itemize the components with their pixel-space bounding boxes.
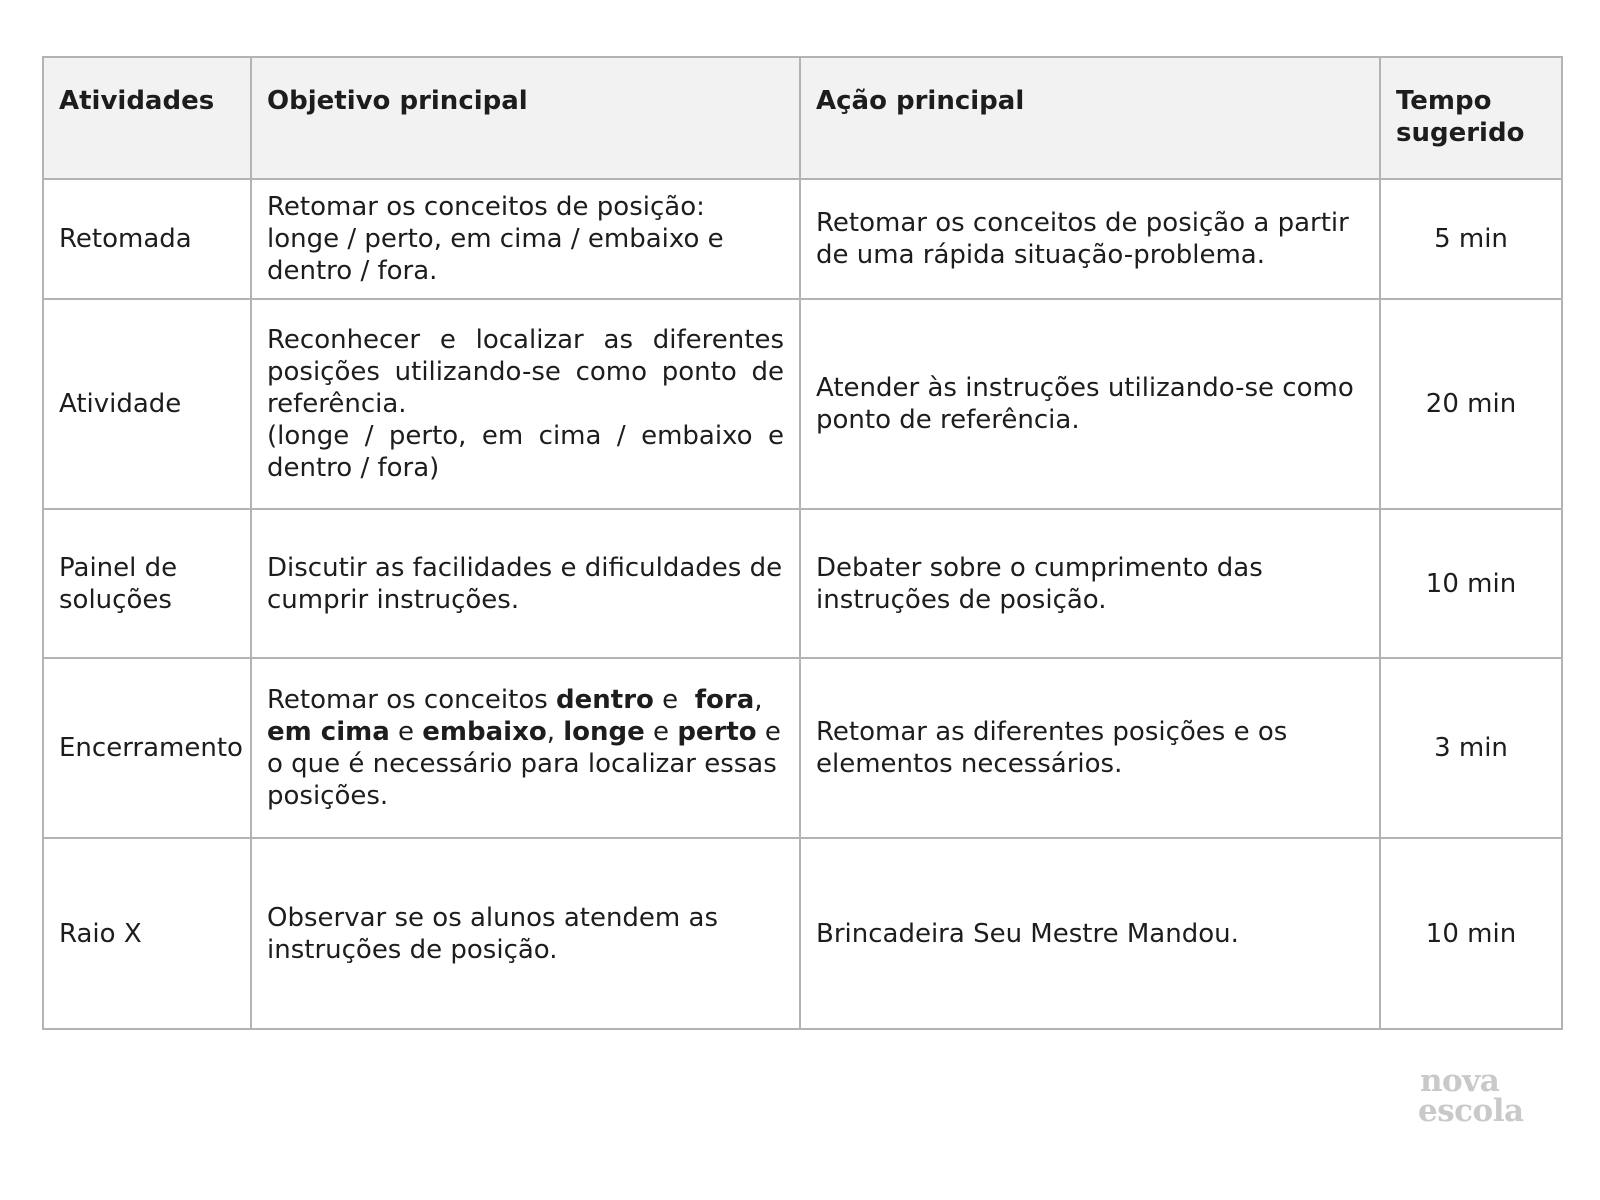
- objective-part: e: [389, 717, 423, 747]
- objective-keyword: dentro: [556, 685, 654, 715]
- objective-part: e: [653, 685, 695, 715]
- header-time-line1: Tempo: [1396, 86, 1492, 116]
- activity-cell: Encerramento: [43, 658, 251, 838]
- header-action: Ação principal: [800, 57, 1380, 179]
- objective-part: Retomar os conceitos: [267, 685, 557, 715]
- time-cell: 10 min: [1380, 838, 1562, 1029]
- objective-part: e: [644, 717, 678, 747]
- lesson-plan-table: [42, 56, 1563, 1030]
- time-cell: 10 min: [1380, 509, 1562, 658]
- header-activities: Atividades: [43, 57, 251, 179]
- objective-part: ,: [754, 685, 763, 715]
- table-row: [43, 179, 1562, 299]
- action-cell: Brincadeira Seu Mestre Mandou.: [800, 838, 1380, 1029]
- logo-line-escola: escola: [1418, 1093, 1524, 1129]
- activity-cell: Painel de soluções: [43, 509, 251, 658]
- objective-keyword: perto: [677, 717, 757, 747]
- objective-cell: [251, 658, 800, 838]
- header-time-line2: sugerido: [1396, 118, 1525, 148]
- activity-cell: Retomada: [43, 179, 251, 299]
- action-cell: Atender às instruções utilizando-se como ponto de referência.: [800, 299, 1380, 509]
- logo-line-nova: nova: [1420, 1063, 1500, 1099]
- activity-cell: Raio X: [43, 838, 251, 1029]
- table-row: [43, 299, 1562, 509]
- action-cell: Retomar as diferentes posições e os elementos necessários.: [800, 658, 1380, 838]
- objective-cell: [251, 299, 800, 509]
- table-row: [43, 509, 1562, 658]
- objective-keyword: embaixo: [422, 717, 547, 747]
- objective-part: ,: [546, 717, 564, 747]
- time-cell: 3 min: [1380, 658, 1562, 838]
- activity-cell: Atividade: [43, 299, 251, 509]
- objective-keyword: fora: [694, 685, 755, 715]
- time-cell: 5 min: [1380, 179, 1562, 299]
- action-cell: Debater sobre o cumprimento das instruções de posição.: [800, 509, 1380, 658]
- objective-note: (longe / perto, em cima / embaixo e dentro / fora): [267, 421, 784, 483]
- table-header-row: [43, 57, 1562, 179]
- header-objective: Objetivo principal: [251, 57, 800, 179]
- table-row: [43, 658, 1562, 838]
- time-cell: 20 min: [1380, 299, 1562, 509]
- nova-escola-logo: [1418, 1063, 1533, 1129]
- objective-cell: Observar se os alunos atendem as instruções de posição.: [251, 838, 800, 1029]
- header-time: [1380, 57, 1562, 179]
- objective-part: e o que é necessário para localizar essas posições.: [267, 717, 781, 811]
- objective-keyword: em cima: [267, 717, 390, 747]
- table-row: [43, 838, 1562, 1029]
- objective-cell: Retomar os conceitos de posição: longe / perto, em cima / embaixo e dentro / fora.: [251, 179, 800, 299]
- objective-keyword: longe: [563, 717, 645, 747]
- objective-text: Reconhecer e localizar as diferentes posições utilizando-se como ponto de referência.: [267, 325, 784, 419]
- objective-cell: Discutir as facilidades e dificuldades de cumprir instruções.: [251, 509, 800, 658]
- action-cell: Retomar os conceitos de posição a partir de uma rápida situação-problema.: [800, 179, 1380, 299]
